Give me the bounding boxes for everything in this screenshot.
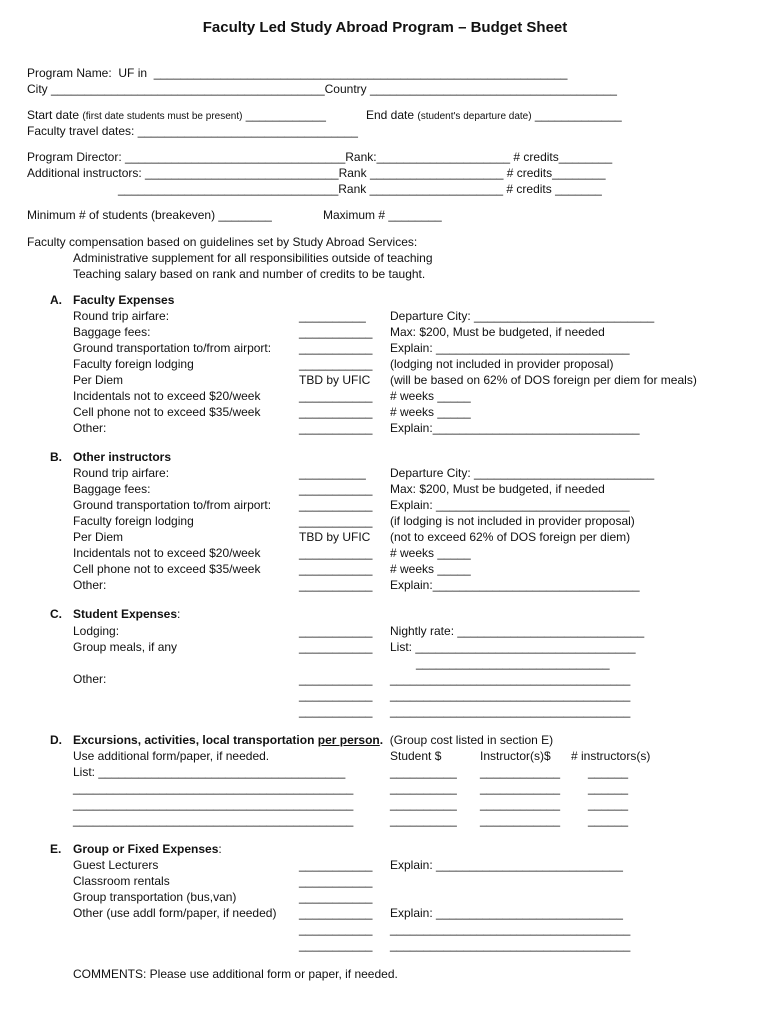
instructor-count-field[interactable]: ______ xyxy=(588,797,629,811)
col-student: Student $ xyxy=(390,749,442,763)
faculty-expense-note[interactable]: (lodging not included in provider proposal) xyxy=(390,357,614,371)
group-meals-amount[interactable]: ___________ xyxy=(299,640,373,654)
student-other-line-3[interactable]: ____________________________________ xyxy=(390,704,631,718)
program-name-field[interactable]: Program Name: UF in ______________________________________________________________ xyxy=(27,66,568,80)
instructor-expense-note[interactable]: (if lodging is not included in provider proposal) xyxy=(390,514,635,528)
section-b-letter: B. xyxy=(50,450,62,464)
start-date-label: Start date xyxy=(27,108,83,122)
faculty-expense-amount[interactable]: ___________ xyxy=(299,389,373,403)
faculty-expense-amount[interactable]: ___________ xyxy=(299,325,373,339)
instructor-cost-field[interactable]: ____________ xyxy=(480,813,561,827)
faculty-expense-amount[interactable]: __________ xyxy=(299,309,366,323)
faculty-expense-amount[interactable]: TBD by UFIC xyxy=(299,373,371,387)
student-cost-field[interactable]: __________ xyxy=(390,797,457,811)
group-meals-label: Group meals, if any xyxy=(73,640,178,654)
maximum-students-field[interactable]: Maximum # ________ xyxy=(323,208,442,222)
comments-note: COMMENTS: Please use additional form or paper, if needed. xyxy=(73,967,398,981)
section-e-title: Group or Fixed Expenses: xyxy=(73,842,222,856)
section-d-letter: D. xyxy=(50,733,62,747)
section-c-title: Student Expenses: xyxy=(73,607,181,621)
program-director-field[interactable]: Program Director: _________________________________Rank:____________________ # credits________ xyxy=(27,150,613,164)
student-other-line-1[interactable]: ____________________________________ xyxy=(390,672,631,686)
col-instructor: Instructor(s)$ xyxy=(480,749,551,763)
compensation-line-1: Administrative supplement for all responsibilities outside of teaching xyxy=(73,251,433,265)
faculty-expense-amount[interactable]: ___________ xyxy=(299,357,373,371)
end-date-note: (student's departure date) xyxy=(417,111,532,122)
instructor-expense-note[interactable]: # weeks _____ xyxy=(390,562,471,576)
group-expense-amount[interactable]: ___________ xyxy=(299,874,373,888)
col-instructor-count: # instructors(s) xyxy=(571,749,651,763)
start-date-blank: ____________ xyxy=(242,108,326,122)
group-extra-line-2[interactable]: ____________________________________ xyxy=(390,938,631,952)
instructor-expense-amount[interactable]: ___________ xyxy=(299,578,373,592)
section-a-title: Faculty Expenses xyxy=(73,293,175,307)
instructor-expense-label: Incidentals not to exceed $20/week xyxy=(73,546,261,560)
group-expense-label: Other (use addl form/paper, if needed) xyxy=(73,906,277,920)
additional-instructors-field[interactable]: Additional instructors: _____________________________Rank ____________________ # credits________ xyxy=(27,166,606,180)
student-other-amount-2[interactable]: ___________ xyxy=(299,688,373,702)
faculty-expense-note[interactable]: Departure City: ___________________________ xyxy=(390,309,655,323)
nightly-rate-field[interactable]: Nightly rate: ____________________________ xyxy=(390,624,645,638)
student-cost-field[interactable]: __________ xyxy=(390,813,457,827)
instructor-expense-amount[interactable]: ___________ xyxy=(299,562,373,576)
faculty-expense-amount[interactable]: ___________ xyxy=(299,421,373,435)
student-other-line-2[interactable]: ____________________________________ xyxy=(390,688,631,702)
faculty-expense-note[interactable]: # weeks _____ xyxy=(390,389,471,403)
section-a-letter: A. xyxy=(50,293,62,307)
group-expense-label: Group transportation (bus,van) xyxy=(73,890,237,904)
instructor-expense-amount[interactable]: ___________ xyxy=(299,546,373,560)
faculty-expense-label: Other: xyxy=(73,421,107,435)
faculty-expense-note[interactable]: Max: $200, Must be budgeted, if needed xyxy=(390,325,605,339)
instructor-expense-amount[interactable]: ___________ xyxy=(299,482,373,496)
faculty-expense-amount[interactable]: ___________ xyxy=(299,405,373,419)
minimum-students-field[interactable]: Minimum # of students (breakeven) ________ xyxy=(27,208,272,222)
faculty-travel-dates-field[interactable]: Faculty travel dates: _________________________________ xyxy=(27,124,358,138)
instructor-expense-note[interactable]: Max: $200, Must be budgeted, if needed xyxy=(390,482,605,496)
instructor-expense-amount[interactable]: ___________ xyxy=(299,498,373,512)
faculty-expense-amount[interactable]: ___________ xyxy=(299,341,373,355)
start-date-field[interactable] xyxy=(27,108,326,124)
section-c-letter: C. xyxy=(50,607,62,621)
group-extra-line-1[interactable]: ____________________________________ xyxy=(390,922,631,936)
page-title: Faculty Led Study Abroad Program – Budget Sheet xyxy=(202,19,568,36)
section-e-letter: E. xyxy=(50,842,62,856)
excursion-list-line-2[interactable]: __________________________________________ xyxy=(73,781,354,795)
faculty-expense-label: Incidentals not to exceed $20/week xyxy=(73,389,261,403)
student-cost-field[interactable]: __________ xyxy=(390,781,457,795)
end-date-blank: _____________ xyxy=(531,108,622,122)
end-date-label: End date xyxy=(366,108,418,122)
faculty-expense-note[interactable]: # weeks _____ xyxy=(390,405,471,419)
city-country-field[interactable]: City _________________________________________Country _____________________________________ xyxy=(27,82,617,96)
instructor-expense-note[interactable]: (not to exceed 62% of DOS foreign per diem) xyxy=(390,530,631,544)
instructor-cost-field[interactable]: ____________ xyxy=(480,797,561,811)
instructor-cost-field[interactable]: ____________ xyxy=(480,765,561,779)
compensation-line-2: Teaching salary based on rank and number of credits to be taught. xyxy=(73,267,426,281)
end-date-field[interactable] xyxy=(366,108,622,124)
instructor-expense-amount[interactable]: TBD by UFIC xyxy=(299,530,371,544)
excursion-list-line-4[interactable]: __________________________________________ xyxy=(73,813,354,827)
faculty-expense-label: Round trip airfare: xyxy=(73,309,170,323)
instructor-expense-note[interactable]: Departure City: ___________________________ xyxy=(390,466,655,480)
instructor-expense-amount[interactable]: ___________ xyxy=(299,514,373,528)
instructor-cost-field[interactable]: ____________ xyxy=(480,781,561,795)
faculty-expense-note[interactable]: Explain:_______________________________ xyxy=(390,421,640,435)
instructor-count-field[interactable]: ______ xyxy=(588,813,629,827)
meals-list-field-2[interactable]: _____________________________ xyxy=(416,656,610,670)
instructor-expense-label: Faculty foreign lodging xyxy=(73,514,194,528)
faculty-expense-note[interactable]: Explain: _____________________________ xyxy=(390,341,630,355)
excursion-list-line-3[interactable]: __________________________________________ xyxy=(73,797,354,811)
lodging-amount[interactable]: ___________ xyxy=(299,624,373,638)
group-expense-note[interactable]: Explain: ____________________________ xyxy=(390,858,623,872)
student-other-label: Other: xyxy=(73,672,107,686)
instructor-expense-label: Baggage fees: xyxy=(73,482,151,496)
lodging-label: Lodging: xyxy=(73,624,120,638)
instructor-expense-note[interactable]: Explain:_______________________________ xyxy=(390,578,640,592)
compensation-intro: Faculty compensation based on guidelines set by Study Abroad Services: xyxy=(27,235,418,249)
group-extra-amount-1[interactable]: ___________ xyxy=(299,922,373,936)
excursion-list-field[interactable]: List: _____________________________________ xyxy=(73,765,346,779)
faculty-expense-label: Faculty foreign lodging xyxy=(73,357,194,371)
meals-list-field[interactable]: List: _________________________________ xyxy=(390,640,636,654)
group-extra-amount-2[interactable]: ___________ xyxy=(299,938,373,952)
faculty-expense-label: Cell phone not to exceed $35/week xyxy=(73,405,261,419)
instructor-expense-amount[interactable]: __________ xyxy=(299,466,366,480)
instructor-expense-label: Per Diem xyxy=(73,530,124,544)
additional-instructors-field-2[interactable]: _________________________________Rank ____________________ # credits _______ xyxy=(118,182,602,196)
faculty-expense-label: Per Diem xyxy=(73,373,124,387)
instructor-expense-label: Round trip airfare: xyxy=(73,466,170,480)
instructor-expense-label: Other: xyxy=(73,578,107,592)
faculty-expense-note[interactable]: (will be based on 62% of DOS foreign per diem for meals) xyxy=(390,373,697,387)
instructor-expense-label: Ground transportation to/from airport: xyxy=(73,498,272,512)
section-b-title: Other instructors xyxy=(73,450,172,464)
use-additional-note: Use additional form/paper, if needed. xyxy=(73,749,270,763)
faculty-expense-label: Baggage fees: xyxy=(73,325,151,339)
student-cost-field[interactable]: __________ xyxy=(390,765,457,779)
instructor-expense-label: Cell phone not to exceed $35/week xyxy=(73,562,261,576)
instructor-count-field[interactable]: ______ xyxy=(588,781,629,795)
group-expense-amount[interactable]: ___________ xyxy=(299,858,373,872)
instructor-count-field[interactable]: ______ xyxy=(588,765,629,779)
faculty-expense-label: Ground transportation to/from airport: xyxy=(73,341,272,355)
group-expense-label: Classroom rentals xyxy=(73,874,170,888)
group-expense-amount[interactable]: ___________ xyxy=(299,906,373,920)
instructor-expense-note[interactable]: Explain: _____________________________ xyxy=(390,498,630,512)
start-date-note: (first date students must be present) xyxy=(82,111,243,122)
group-expense-label: Guest Lecturers xyxy=(73,858,159,872)
student-other-amount-1[interactable]: ___________ xyxy=(299,672,373,686)
section-d-title: Excursions, activities, local transportation per person. (Group cost listed in section E) xyxy=(73,733,554,747)
group-expense-note[interactable]: Explain: ____________________________ xyxy=(390,906,623,920)
instructor-expense-note[interactable]: # weeks _____ xyxy=(390,546,471,560)
student-other-amount-3[interactable]: ___________ xyxy=(299,704,373,718)
group-expense-amount[interactable]: ___________ xyxy=(299,890,373,904)
